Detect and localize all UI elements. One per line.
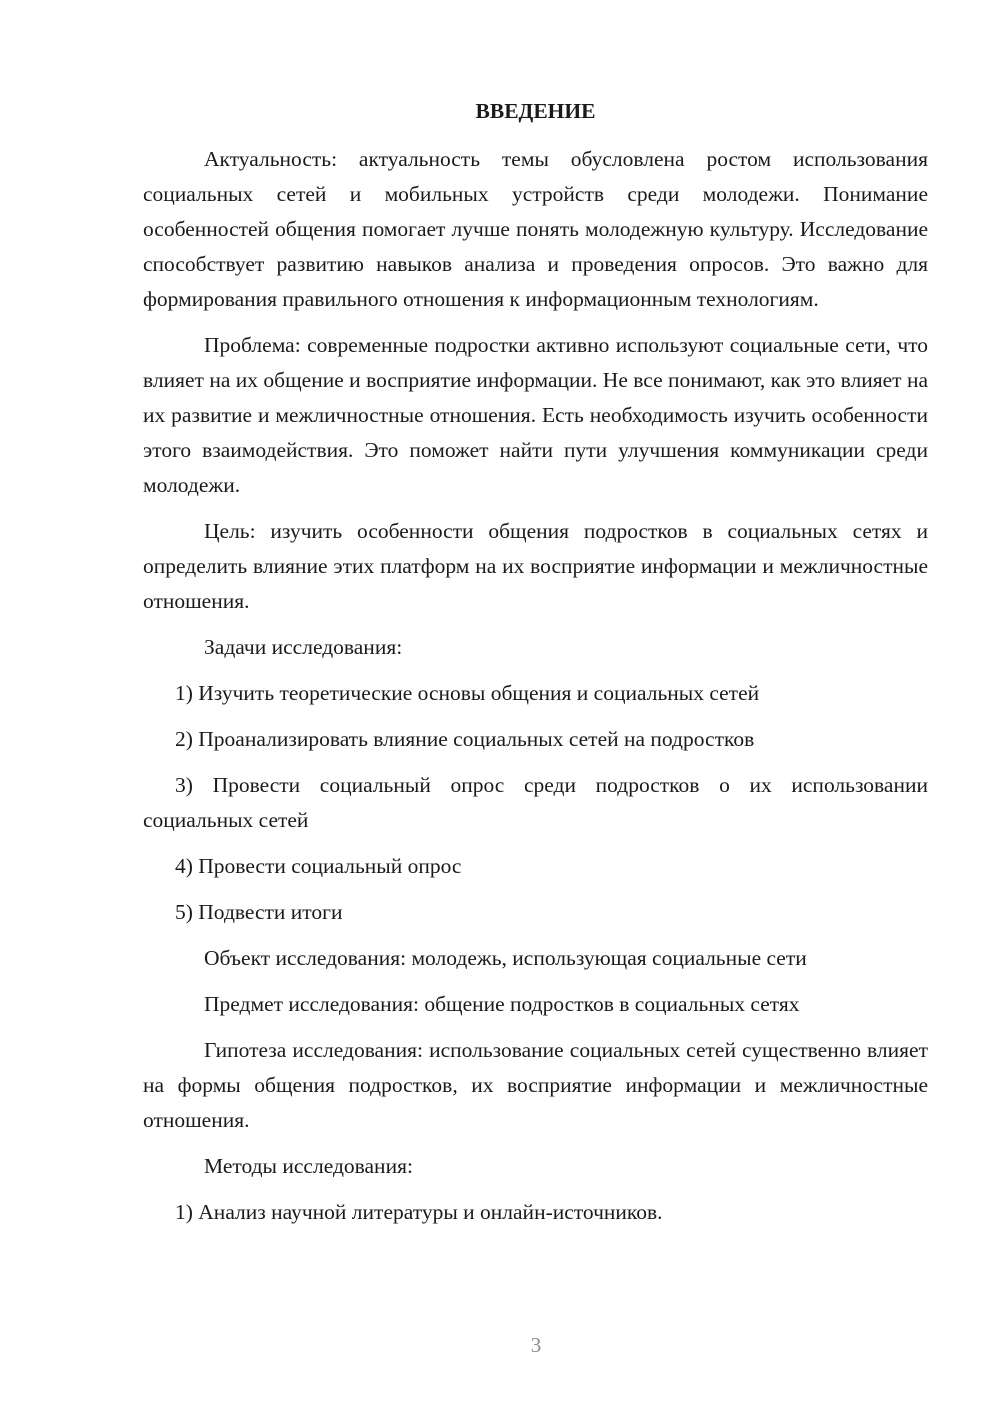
paragraph-problem: Проблема: современные подростки активно используют социальные сети, что влияет на их общение и восприятие информации. Не все понимают, как это влияет на их развитие и межличностные отношения. Есть необходимость изучить особенности этого взаимодействия. Это поможет найти пути улучшения коммуникации среди молодежи.	[143, 333, 928, 497]
page-number: 3	[530, 1333, 542, 1357]
tasks-heading: Задачи исследования:	[204, 635, 403, 659]
paragraph-goal: Цель: изучить особенности общения подростков в социальных сетях и определить влияние этих платформ на их восприятие информации и межличностные отношения.	[143, 519, 928, 613]
paragraph-subject: Предмет исследования: общение подростков в социальных сетях	[204, 992, 800, 1016]
page-title: ВВЕДЕНИЕ	[475, 99, 596, 123]
methods-heading: Методы исследования:	[204, 1154, 413, 1178]
task-item: 4) Провести социальный опрос	[175, 854, 462, 878]
task-item: 3) Провести социальный опрос среди подростков о их использовании социальных сетей	[143, 773, 928, 832]
document-page	[143, 94, 928, 1241]
paragraph-object: Объект исследования: молодежь, использующая социальные сети	[204, 946, 807, 970]
method-item: 1) Анализ научной литературы и онлайн-источников.	[175, 1200, 663, 1224]
task-item: 5) Подвести итоги	[175, 900, 343, 924]
task-item: 2) Проанализировать влияние социальных сетей на подростков	[175, 727, 755, 751]
paragraph-relevance: Актуальность: актуальность темы обусловлена ростом использования социальных сетей и мобильных устройств среди молодежи. Понимание особенностей общения помогает лучше понять молодежную культуру. Исследование способствует развитию навыков анализа и проведения опросов. Это важно для формирования правильного отношения к информационным технологиям.	[143, 147, 928, 311]
task-item: 1) Изучить теоретические основы общения и социальных сетей	[175, 681, 760, 705]
paragraph-hypothesis: Гипотеза исследования: использование социальных сетей существенно влияет на формы общения подростков, их восприятие информации и межличностные отношения.	[143, 1038, 928, 1132]
